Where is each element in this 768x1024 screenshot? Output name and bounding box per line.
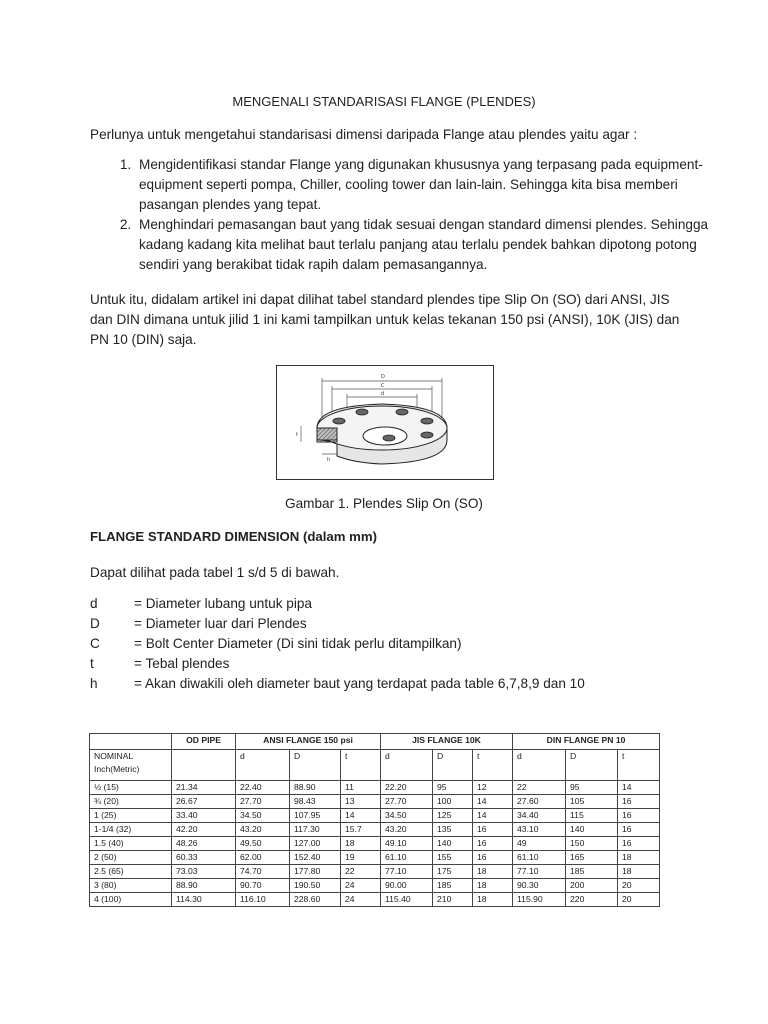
- table-cell: 77.10: [513, 865, 566, 879]
- table-header-cell: D: [290, 750, 341, 781]
- table-cell: 43.20: [381, 823, 433, 837]
- table-cell: 90.30: [513, 879, 566, 893]
- table-cell: 210: [433, 893, 473, 907]
- table-cell: 20: [618, 893, 660, 907]
- table-cell: 34.40: [513, 809, 566, 823]
- table-cell: 220: [566, 893, 618, 907]
- table-cell: 18: [341, 837, 381, 851]
- table-cell: 16: [618, 823, 660, 837]
- table-cell: 90.00: [381, 879, 433, 893]
- flange-dimension-table: [89, 733, 660, 907]
- table-header-cell: DIN FLANGE PN 10: [513, 734, 660, 750]
- table-cell: 22.20: [381, 781, 433, 795]
- table-cell: 115.40: [381, 893, 433, 907]
- definition-row: [90, 654, 585, 674]
- table-header-cell: NOMINAL Inch(Metric): [90, 750, 172, 781]
- table-cell: 14: [473, 809, 513, 823]
- table-cell: 16: [473, 837, 513, 851]
- table-cell: 34.50: [236, 809, 290, 823]
- table-cell: 4 (100): [90, 893, 172, 907]
- table-row: [90, 781, 660, 795]
- table-row: [90, 851, 660, 865]
- definition-text: = Diameter lubang untuk pipa: [134, 596, 312, 611]
- table-cell: 2 (50): [90, 851, 172, 865]
- table-cell: 165: [566, 851, 618, 865]
- scope-paragraph: Untuk itu, didalam artikel ini dapat dilihat tabel standard plendes tipe Slip On (SO) dari ANSI, JIS dan DIN dimana untuk jilid 1 ini kami tampilkan untuk kelas tekanan 150 psi (ANSI), 10K (JIS) dan PN 10 (DIN) saja.: [90, 292, 680, 347]
- table-header-cell: t: [618, 750, 660, 781]
- table-row: [90, 795, 660, 809]
- table-cell: 43.10: [513, 823, 566, 837]
- figure-caption: Gambar 1. Plendes Slip On (SO): [285, 496, 483, 511]
- table-header-cell: d: [513, 750, 566, 781]
- dim-label-C: C: [381, 383, 385, 389]
- definition-symbol: d: [90, 596, 98, 611]
- table-cell: 22: [513, 781, 566, 795]
- table-body: [90, 781, 660, 907]
- table-cell: 140: [566, 823, 618, 837]
- table-row: [90, 823, 660, 837]
- table-cell: 16: [618, 809, 660, 823]
- table-header-cell: OD PIPE: [172, 734, 236, 750]
- dim-label-h: h: [327, 457, 331, 463]
- table-cell: 27.70: [381, 795, 433, 809]
- definition-symbol: t: [90, 656, 94, 671]
- table-cell: 12: [473, 781, 513, 795]
- table-cell: 43.20: [236, 823, 290, 837]
- table-cell: 24: [341, 893, 381, 907]
- table-cell: 175: [433, 865, 473, 879]
- table-cell: 88.90: [290, 781, 341, 795]
- table-cell: 228.60: [290, 893, 341, 907]
- dim-label-t: t: [296, 432, 298, 438]
- table-cell: 73.03: [172, 865, 236, 879]
- flange-figure: [276, 365, 494, 480]
- table-cell: 18: [473, 879, 513, 893]
- table-cell: 13: [341, 795, 381, 809]
- table-cell: 98.43: [290, 795, 341, 809]
- list-item: 1. Mengidentifikasi standar Flange yang digunakan khususnya yang terpasang pada equipment-equipment seperti pompa, Chiller, cooling tower dan lain-lain. Sehingga kita bisa memberi pasangan plendes yang tepat.: [135, 155, 725, 215]
- table-cell: 60.33: [172, 851, 236, 865]
- table-header-cell: d: [236, 750, 290, 781]
- table-cell: 95: [433, 781, 473, 795]
- table-cell: 14: [341, 809, 381, 823]
- table-cell: 115.90: [513, 893, 566, 907]
- definition-text: = Tebal plendes: [134, 656, 230, 671]
- definition-symbol: D: [90, 616, 100, 631]
- table-cell: 15.7: [341, 823, 381, 837]
- table-cell: 95: [566, 781, 618, 795]
- table-cell: 127.00: [290, 837, 341, 851]
- table-row: [90, 865, 660, 879]
- table-cell: 155: [433, 851, 473, 865]
- definition-text: = Akan diwakili oleh diameter baut yang terdapat pada table 6,7,8,9 dan 10: [134, 676, 585, 691]
- table-cell: 33.40: [172, 809, 236, 823]
- table-cell: 16: [473, 823, 513, 837]
- table-cell: 61.10: [381, 851, 433, 865]
- table-cell: 125: [433, 809, 473, 823]
- table-header-cell: D: [433, 750, 473, 781]
- table-cell: 27.70: [236, 795, 290, 809]
- table-cell: 2.5 (65): [90, 865, 172, 879]
- table-header-cell: [172, 750, 236, 781]
- table-header-cell: D: [566, 750, 618, 781]
- table-cell: 100: [433, 795, 473, 809]
- slip-on-flange-drawing: [277, 366, 493, 479]
- table-cell: 49.10: [381, 837, 433, 851]
- dim-label-d: d: [381, 391, 385, 397]
- table-header-cell: t: [341, 750, 381, 781]
- table-cell: 74.70: [236, 865, 290, 879]
- table-cell: 48.26: [172, 837, 236, 851]
- dim-label-D: D: [381, 374, 385, 380]
- definition-row: [90, 674, 585, 694]
- table-cell: 49: [513, 837, 566, 851]
- definition-row: [90, 594, 585, 614]
- table-cell: 26.67: [172, 795, 236, 809]
- table-cell: 16: [473, 851, 513, 865]
- table-cell: 185: [433, 879, 473, 893]
- table-cell: 150: [566, 837, 618, 851]
- table-cell: 42.20: [172, 823, 236, 837]
- table-cell: 19: [341, 851, 381, 865]
- table-cell: ½ (15): [90, 781, 172, 795]
- document-title: MENGENALI STANDARISASI FLANGE (PLENDES): [232, 94, 536, 109]
- table-cell: 1-1/4 (32): [90, 823, 172, 837]
- table-row: [90, 879, 660, 893]
- table-row: [90, 893, 660, 907]
- table-cell: 18: [473, 893, 513, 907]
- table-cell: 16: [618, 837, 660, 851]
- table-cell: 34.50: [381, 809, 433, 823]
- table-header-cell: JIS FLANGE 10K: [381, 734, 513, 750]
- table-cell: 152.40: [290, 851, 341, 865]
- table-cell: 18: [473, 865, 513, 879]
- reasons-list: [90, 155, 725, 275]
- table-cell: 24: [341, 879, 381, 893]
- table-cell: 200: [566, 879, 618, 893]
- table-cell: 90.70: [236, 879, 290, 893]
- table-cell: 77.10: [381, 865, 433, 879]
- table-cell: 20: [618, 879, 660, 893]
- intro-paragraph: Perlunya untuk mengetahui standarisasi dimensi daripada Flange atau plendes yaitu agar :: [90, 127, 638, 142]
- table-group-header-row: [90, 734, 660, 750]
- table-cell: 88.90: [172, 879, 236, 893]
- definition-symbol: C: [90, 636, 100, 651]
- definition-text: = Bolt Center Diameter (Di sini tidak perlu ditampilkan): [134, 636, 462, 651]
- table-cell: 16: [618, 795, 660, 809]
- table-cell: 140: [433, 837, 473, 851]
- definition-row: [90, 614, 585, 634]
- definition-row: [90, 634, 585, 654]
- table-cell: 22.40: [236, 781, 290, 795]
- table-cell: 27.60: [513, 795, 566, 809]
- table-cell: 18: [618, 851, 660, 865]
- table-cell: 18: [618, 865, 660, 879]
- table-cell: 185: [566, 865, 618, 879]
- table-cell: 190.50: [290, 879, 341, 893]
- table-cell: 14: [473, 795, 513, 809]
- table-cell: 135: [433, 823, 473, 837]
- table-header-cell: ANSI FLANGE 150 psi: [236, 734, 381, 750]
- table-cell: ¾ (20): [90, 795, 172, 809]
- table-cell: 49.50: [236, 837, 290, 851]
- table-cell: 21.34: [172, 781, 236, 795]
- table-cell: 3 (80): [90, 879, 172, 893]
- table-header-cell: [90, 734, 172, 750]
- definition-symbol: h: [90, 676, 98, 691]
- section-heading: FLANGE STANDARD DIMENSION (dalam mm): [90, 529, 377, 544]
- table-cell: 114.30: [172, 893, 236, 907]
- table-cell: 107.95: [290, 809, 341, 823]
- table-cell: 14: [618, 781, 660, 795]
- table-cell: 22: [341, 865, 381, 879]
- definitions-list: [90, 594, 585, 694]
- list-item: 2. Menghindari pemasangan baut yang tidak sesuai dengan standard dimensi plendes. Sehingga kadang kadang kita melihat baut terlalu panjang atau terlalu pendek bahkan dipotong potong sendiri yang berakibat tidak rapih dalam pemasangannya.: [135, 215, 725, 275]
- table-header-cell: d: [381, 750, 433, 781]
- table-cell: 117.30: [290, 823, 341, 837]
- table-row: [90, 837, 660, 851]
- table-cell: 1.5 (40): [90, 837, 172, 851]
- table-cell: 1 (25): [90, 809, 172, 823]
- definition-text: = Diameter luar dari Plendes: [134, 616, 307, 631]
- table-cell: 11: [341, 781, 381, 795]
- table-cell: 105: [566, 795, 618, 809]
- table-cell: 177.80: [290, 865, 341, 879]
- table-cell: 62.00: [236, 851, 290, 865]
- table-cell: 115: [566, 809, 618, 823]
- table-reference-text: Dapat dilihat pada tabel 1 s/d 5 di bawah.: [90, 565, 340, 580]
- table-header-cell: t: [473, 750, 513, 781]
- table-cell: 116.10: [236, 893, 290, 907]
- table-row: [90, 809, 660, 823]
- table-cell: 61.10: [513, 851, 566, 865]
- table-subheader-row: [90, 750, 660, 781]
